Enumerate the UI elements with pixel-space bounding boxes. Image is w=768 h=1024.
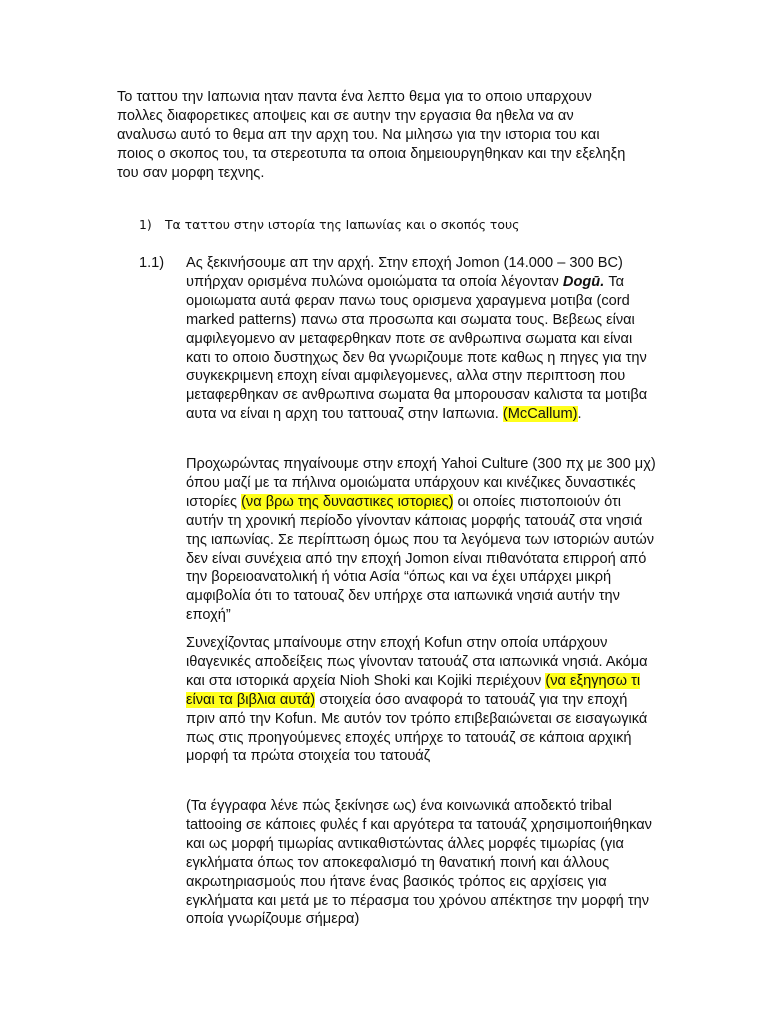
dogu-term: Dogū. xyxy=(562,273,605,290)
citation-highlight: (McCallum) xyxy=(502,406,578,423)
paragraph-text: Τα ομοιωματα αυτά φεραν πανω τους ορισμενα χαραγμενα μοτιβα (cord marked patterns) πανω στα προσωπα και σωματα τους. Βεβεως είναι αμφιλεγομενο αν μεταφερθηκαν ποτε σε ανθρωπινα σωματα και είναι κατι το οποιο δυστηχως δεν θα γνωριζουμε ποτε καθως η πηγες για την συγκεκριμενη εποχη είναι αμφιλεγομενες, αλλα στην περιπτοση που μεταφερθηκαν σε ανθρωπινα σωματα θα μπορουσαν καλιστα τα μοτιβα αυτα να είναι η αρχη του ταττουαζ στην Ιαπωνια. xyxy=(186,273,648,423)
section-heading xyxy=(139,216,699,234)
section-number: 1) xyxy=(139,217,152,232)
section-title: Τα ταττου στην ιστορία της Ιαπωνίας και ο σκοπός τους xyxy=(164,217,520,232)
intro-paragraph: Το ταττου την Ιαπωνια ηταν παντα ένα λεπτο θεμα για το οποιο υπαρχουν πολλες διαφορετικες αποψεις και σε αυτην την εργασια θα ηθελα να αν αναλυσω αυτό το θεμα απ την αρχη του. Να μιλησω για την ιστορια του και ποιος ο σκοπος του, τα στερεοτυπα τα οποια δημειουργηθηκαν και την εξεληξη του σαν μορφη τεχνης. xyxy=(117,89,626,181)
paragraph-text: . xyxy=(577,406,582,423)
paragraph-text: στοιχεία όσο αναφορά το τατουάζ για την εποχή πριν από την Kofun. Με αυτόν τον τρόπο επιβεβαιώνεται σε εισαγωγικά πως στις προηγούμενες εποχές υπήρχε το τατουάζ σε κάποια αρχική μορφή τα πρώτα στοιχεία του τατουάζ xyxy=(186,691,648,765)
paragraph-text: Προχωρώντας πηγαίνουμε στην εποχή Yahoi Culture (300 πχ με 300 μχ) όπου μαζί με τα πήλινα ομοιώματα υπάρχουν και κινέζικες δυναστικές ιστορίες xyxy=(186,456,656,510)
paragraph-text: οι οποίες πιστοποιούν ότι αυτήν τη χρονική περίοδο γίνονταν κάποιας μορφής τατουάζ στα νησιά της ιαπωνίας. Σε περίπτωση όμως που τα λεγόμενα των ιστοριών αυτών δεν είναι συνέχεια από την εποχή Jomon είναι πιθανότατα επιρροή από την βορειοανατολική ή νότια Ασία “όπως και να έχει υπάρχει μικρή αμφιβολία ότι το τατουαζ δεν υπήρχε στα ιαπωνικά νησιά αυτήν την εποχή” xyxy=(186,493,655,624)
paragraph-yayoi xyxy=(186,455,656,625)
paragraph-tribal-tattooing: (Τα έγγραφα λένε πώς ξεκίνησε ως) ένα κοινωνικά αποδεκτό tribal tattooing σε κάποιες φυλές f και αργότερα τα τατουάζ χρησιμοποιήθηκαν και ως μορφή τιμωρίας αντικαθιστώντας άλλες μορφές τιμωρίας (για εγκλήματα όπως τον αποκεφαλισμό τη θανατική ποινή και άλλους ακρωτηριασμούς που ήτανε ένας βασικός τρόπος εις αρχίσεις για εγκλήματα και μετά με το πέρασμα του χρόνου απέκτησε την μορφή την οποία γνωρίζουμε σήμερα) xyxy=(186,798,652,928)
note-highlight: (να εξηγησω τι είναι τα βιβλια αυτά) xyxy=(186,672,641,708)
paragraph-kofun xyxy=(186,634,656,766)
paragraph-text: Ας ξεκινήσουμε απ την αρχή. Στην εποχή Jomon (14.000 – 300 BC) υπήρχαν ορισμένα πυλώνα ομοιώματα τα οποία λέγονταν xyxy=(186,255,623,290)
note-highlight: (να βρω της δυναστικες ιστοριες) xyxy=(241,493,454,510)
paragraph-text: Συνεχίζοντας μπαίνουμε στην εποχή Kofun στην οποία υπάρχουν ιθαγενικές αποδείξεις πως γίνονταν τατουάζ στα ιαπωνικά νησιά. Ακόμα και στα ιστορικά αρχεία Nioh Shoki και Kojiki περιέχουν xyxy=(186,635,648,689)
subsection-number: 1.1) xyxy=(139,255,165,271)
paragraph-jomon xyxy=(186,254,656,424)
